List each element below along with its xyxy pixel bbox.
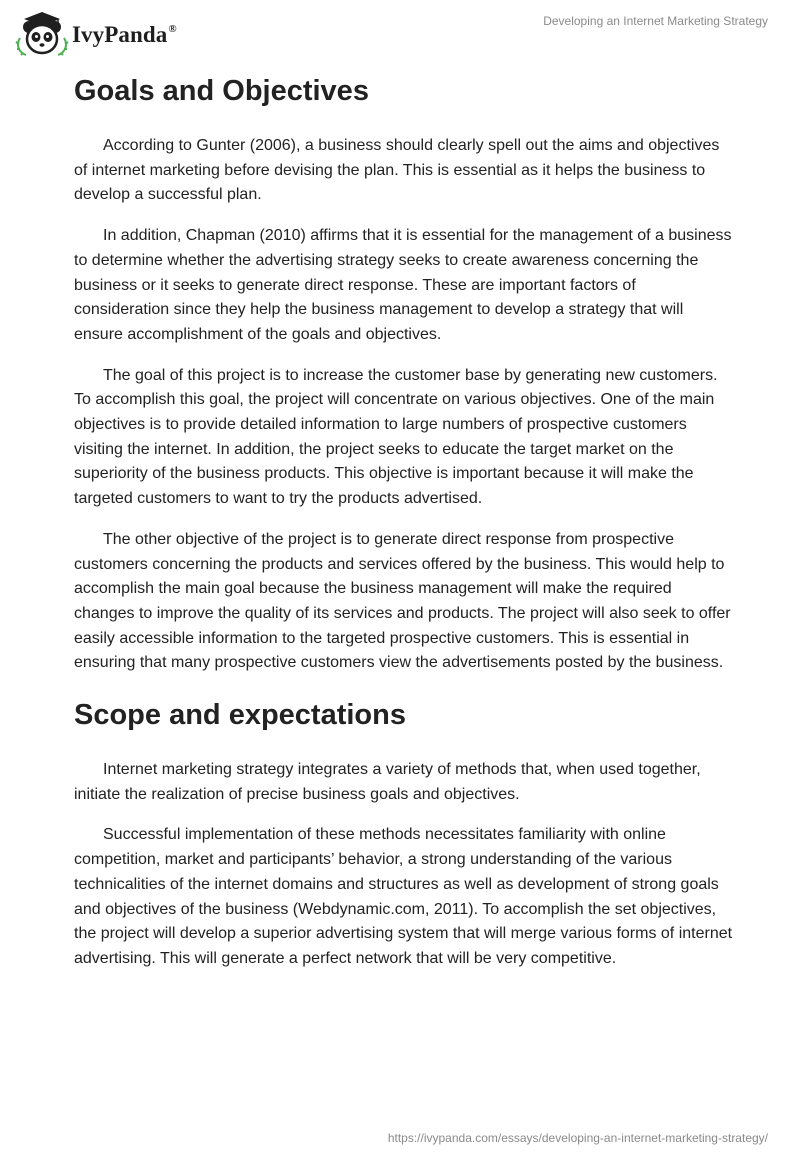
page-header xyxy=(0,0,800,60)
registered-mark: ® xyxy=(168,23,177,35)
brand-name: IvyPanda® xyxy=(72,22,177,47)
paragraph: According to Gunter (2006), a business should clearly spell out the aims and objectives of internet marketing before devising the plan. This is essential as it helps the business to develop a successful plan. xyxy=(74,137,720,204)
section-heading-goals: Goals and Objectives xyxy=(74,75,369,107)
logo[interactable] xyxy=(14,8,177,58)
section-heading-scope: Scope and expectations xyxy=(74,699,406,732)
paragraph: Successful implementation of these methods necessitates familiarity with online competition, market and participants’ behavior, a strong understanding of the various technicalities of the internet domains and structures as well as development of strong goals and objectives of the business (Webdynamic.com, 2011). To accomplish the set objectives, the project will develop a superior advertising system that will merge various forms of internet advertising. This will generate a perfect network that will be very competitive. xyxy=(74,826,733,967)
paragraph: Internet marketing strategy integrates a variety of methods that, when used together, initiate the realization of precise business goals and objectives. xyxy=(74,761,701,803)
source-url[interactable]: https://ivypanda.com/essays/developing-an-internet-marketing-strategy/ xyxy=(387,1131,768,1145)
paragraph: The other objective of the project is to generate direct response from prospective customers concerning the products and services offered by the business. This would help to accomplish the main goal because the business management will make the required changes to improve the quality of its services and products. The project will also seek to offer easily accessible information to the targeted prospective customers. This is essential in ensuring that many prospective customers view the advertisements posted by the business. xyxy=(74,530,731,672)
article-body xyxy=(74,70,734,988)
document-title: Developing an Internet Marketing Strategy xyxy=(543,14,768,28)
paragraph: The goal of this project is to increase the customer base by generating new customers. To accomplish this goal, the project will concentrate on various objectives. One of the main objectives is to provide detailed information to large numbers of prospective customers visiting the internet. In addition, the project seeks to educate the target market on the superiority of the business products. This objective is important because it will make the targeted customers to want to try the products advertised. xyxy=(74,366,718,508)
paragraph: In addition, Chapman (2010) affirms that it is essential for the management of a business to determine whether the advertising strategy seeks to create awareness concerning the business or it seeks to generate direct response. These are important factors of consideration since they help the business management to develop a strategy that will ensure accomplishment of the goals and objectives. xyxy=(74,227,732,343)
panda-logo-icon xyxy=(14,8,70,58)
